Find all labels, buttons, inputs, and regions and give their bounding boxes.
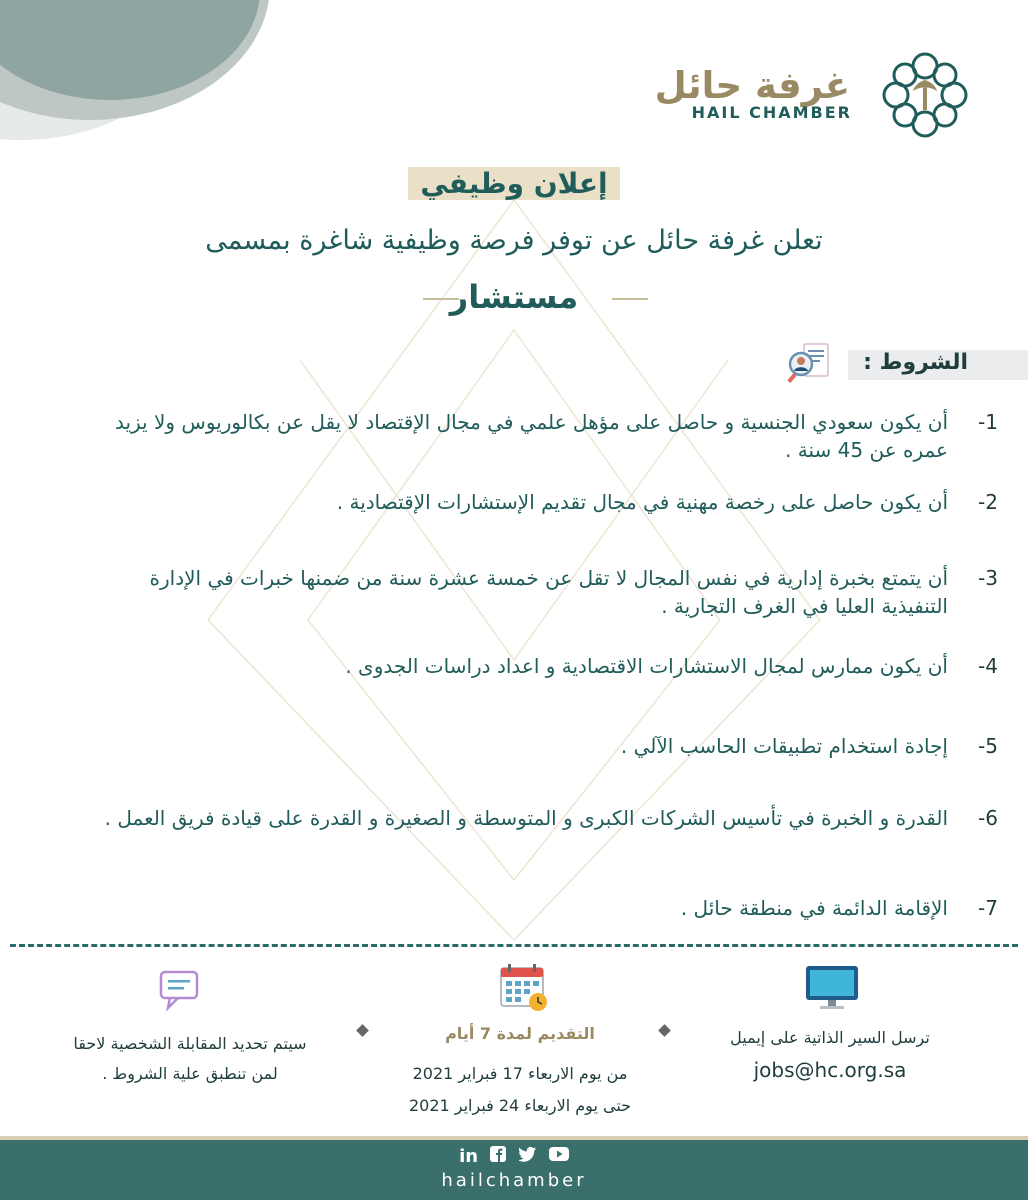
hail-chamber-logo-icon (880, 50, 970, 140)
apply-from-date: من يوم الاربعاء 17 فبراير 2021 (412, 1064, 628, 1083)
email-label: ترسل السير الذاتية على إيميل (730, 1028, 930, 1047)
facebook-icon[interactable] (490, 1146, 506, 1167)
linkedin-icon[interactable]: in (459, 1146, 479, 1167)
condition-item (88, 804, 998, 832)
condition-number: -2 (978, 490, 998, 514)
condition-number: -7 (978, 896, 998, 920)
condition-item (88, 894, 998, 922)
condition-number: -3 (978, 566, 998, 590)
job-title: مستشار (449, 278, 579, 316)
condition-number: -6 (978, 806, 998, 830)
announcement-title (0, 167, 1028, 200)
chat-bubble-icon (158, 968, 202, 1012)
separator-diamond (658, 1024, 671, 1037)
social-icons (0, 1146, 1028, 1167)
condition-item (88, 652, 998, 680)
condition-text: أن يكون ممارس لمجال الاستشارات الاقتصادية و اعداد دراسات الجدوى . (345, 654, 948, 678)
condition-text: الإقامة الدائمة في منطقة حائل . (680, 896, 948, 920)
logo-english-text: HAIL CHAMBER (691, 103, 852, 122)
conditions-label: الشروط : (863, 350, 968, 375)
email-link[interactable]: jobs@hc.org.sa (753, 1058, 907, 1082)
condition-text: أن يتمتع بخبرة إدارية في نفس المجال لا تقل عن خمسة عشرة سنة من ضمنها خبرات في الإدارة التنفيذية العليا في الغرف التجارية . (149, 566, 948, 618)
condition-item (88, 732, 998, 760)
condition-item (88, 488, 998, 516)
separator-diamond (356, 1024, 369, 1037)
section-divider (10, 944, 1018, 947)
title-dash-right (612, 298, 648, 300)
apply-duration: التقديم لمدة 7 أيام (445, 1024, 595, 1043)
interview-note-line2: لمن تنطبق علية الشروط . (102, 1064, 278, 1083)
document-search-icon (786, 340, 832, 384)
social-handle: hailchamber (441, 1170, 587, 1191)
announcement-subtitle: تعلن غرفة حائل عن توفر فرصة وظيفية شاغرة بمسمى (205, 225, 823, 256)
condition-item (88, 408, 998, 464)
condition-text: إجادة استخدام تطبيقات الحاسب الآلي . (620, 734, 948, 758)
logo-arabic-text: غرفة حائل (654, 64, 850, 107)
youtube-icon[interactable] (549, 1146, 569, 1167)
apply-to-date: حتى يوم الاربعاء 24 فبراير 2021 (408, 1096, 632, 1115)
monitor-icon (804, 964, 860, 1012)
condition-text: أن يكون حاصل على رخصة مهنية في مجال تقديم الإستشارات الإقتصادية . (336, 490, 948, 514)
condition-item (88, 564, 998, 620)
twitter-icon[interactable] (519, 1146, 537, 1167)
condition-text: أن يكون سعودي الجنسية و حاصل على مؤهل علمي في مجال الإقتصاد لا يقل عن بكالوريوس ولا يزيد عمره عن 45 سنة . (114, 410, 948, 462)
condition-number: -4 (978, 654, 998, 678)
condition-number: -1 (978, 410, 998, 434)
interview-note-line1: سيتم تحديد المقابلة الشخصية لاحقا (73, 1034, 307, 1053)
announcement-title-text: إعلان وظيفي (408, 167, 619, 200)
calendar-icon (498, 962, 550, 1014)
condition-number: -5 (978, 734, 998, 758)
condition-text: القدرة و الخبرة في تأسيس الشركات الكبرى و المتوسطة و الصغيرة و القدرة على قيادة فريق العمل . (104, 806, 948, 830)
